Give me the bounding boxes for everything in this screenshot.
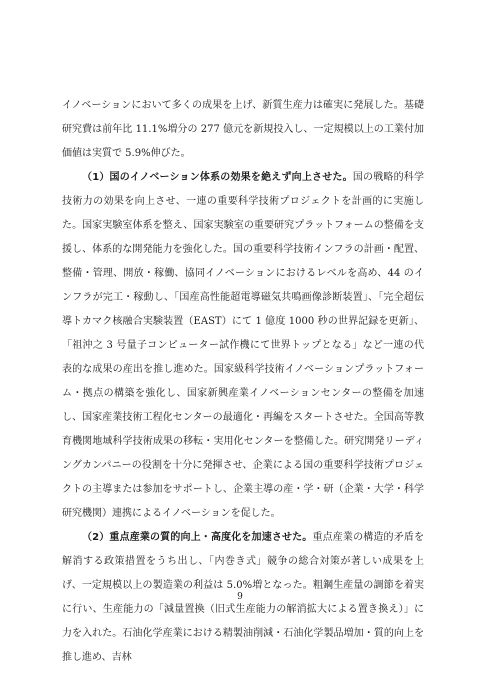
section-heading-2: （2）重点産業の質的向上・高度化を加速させた。: [82, 532, 313, 543]
section-heading-1: （1）国のイノベーション体系の効果を絶えず向上させた。: [82, 172, 353, 183]
paragraph-innovation-system: [62, 166, 424, 526]
paragraph-innovation-system-text: 国の戦略的科学技術力の効果を向上させ、一連の重要科学技術プロジェクトを計画的に実施した。国家実験室体系を整え、国家実験室の重要研究プラットフォームの整備を支援し、体系的な開発能力を強化した。国の重要科学技術インフラの計画・配置、整備・管理、開放・稼働、協同イノベーションにおけるレベルを高め、44 のインフラが完工・稼動し、「国産高性能超電導磁気共鳴画像診断装置」、「完全超伝導トカマク核融合実験装置（EAST）にて 1 億度 1000 秒の世界記録を更新」、「祖沖之 3 号量子コンピューター試作機にて世界トップとなる」など一連の代表的な成果の産出を推し進めた。国家級科学技術イノベーションプラットフォーム・拠点の構築を強化し、国家新興産業イノベーションセンターの整備を加速し、国家産業技術工程化センターの最適化・再編をスタートさせた。全国高等教育機関地域科学技術成果の移転・実用化センターを整備した。研究開発リーディングカンパニーの役割を十分に発揮させ、企業による国の重要科学技術プロジェクトの主導または参加をサポートし、企業主導の産・学・研（企業・大学・科学研究機関）連携によるイノベーションを促した。: [62, 172, 424, 519]
page-number: 9: [237, 592, 243, 602]
body-text: [62, 94, 424, 670]
paragraph-intro-text: イノベーションにおいて多くの成果を上げ、新質生産力は確実に発展した。基礎研究費は前年比 11.1%増分の 277 億元を新規投入し、一定規模以上の工業付加価値は実質で 5.9%伸びた。: [62, 100, 424, 159]
paragraph-key-industries-text: 重点産業の構造的矛盾を解消する政策措置をうち出し、「内巻き式」競争の総合対策が著しい成果を上げ、一定規模以上の製造業の利益は 5.0%増となった。粗鋼生産量の調節を着実に行い、生産能力の「減量置換（旧式生産能力の解消拡大による置き換え）」に力を入れた。石油化学産業における精製油削減・石油化学製品増加・質的向上を推し進め、吉林: [62, 532, 424, 663]
paragraph-intro: [62, 94, 424, 166]
